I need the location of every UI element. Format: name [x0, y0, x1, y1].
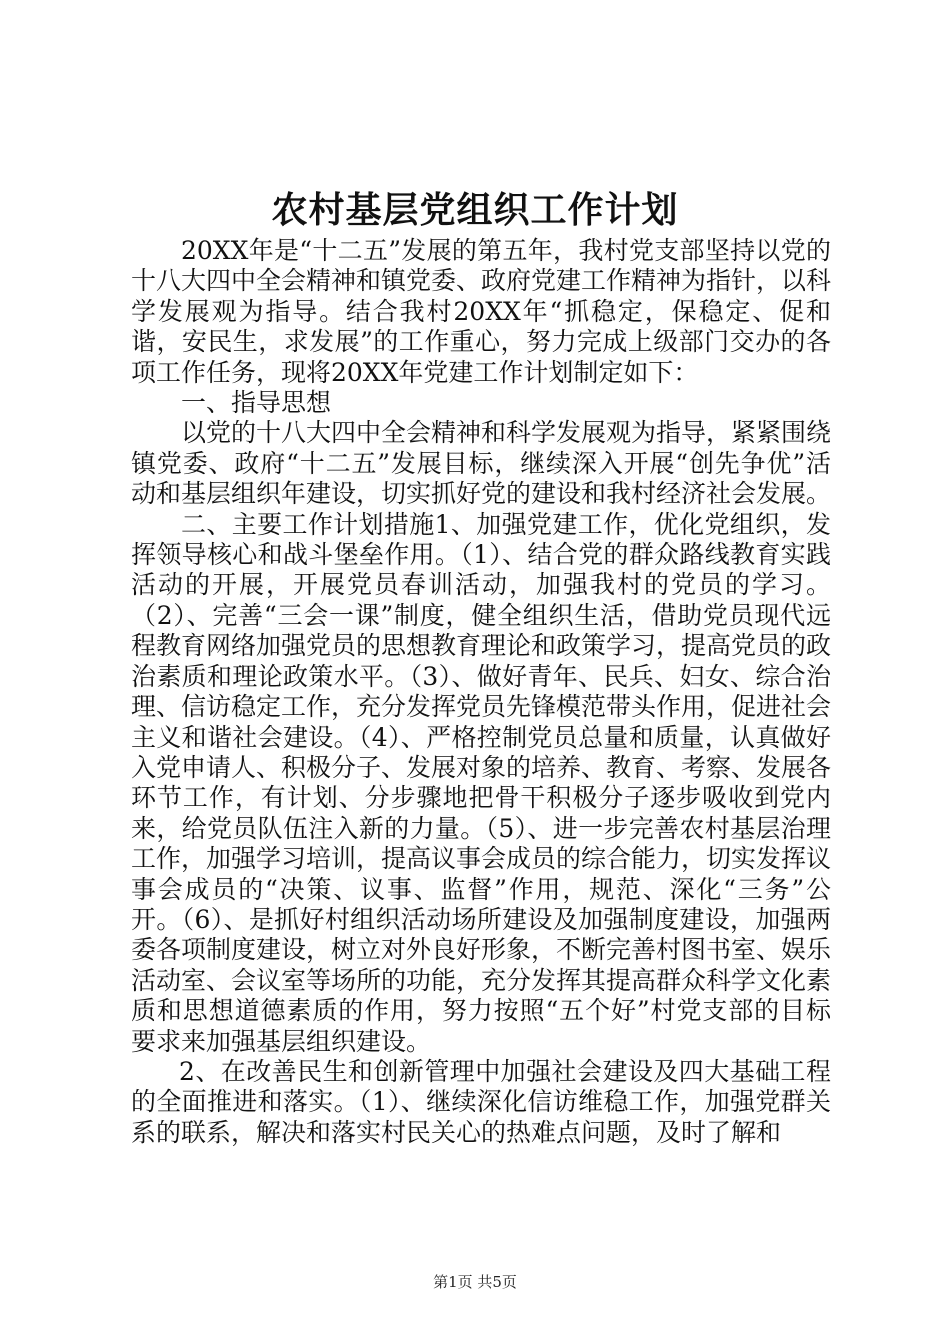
- document-title: 农村基层党组织工作计划: [271, 189, 679, 231]
- guiding-ideology-paragraph: 以党的十八大四中全会精神和科学发展观为指导，紧紧围绕镇党委、政府“十二五”发展目标，继续深入开展“创先争优”活动和基层组织年建设，切实抓好党的建设和我村经济社会发展。: [131, 418, 832, 509]
- intro-paragraph: 20XX年是“十二五”发展的第五年，我村党支部坚持以党的十八大四中全会精神和镇党委、政府党建工作精神为指针，以科学发展观为指导。结合我村20XX年“抓稳定，保稳定、促和谐，安民生，求发展”的工作重心，努力完成上级部门交办的各项工作任务，现将20XX年党建工作计划制定如下：: [131, 236, 832, 387]
- main-measures-paragraph: 二、主要工作计划措施1、加强党建工作，优化党组织，发挥领导核心和战斗堡垒作用。（1）、结合党的群众路线教育实践活动的开展，开展党员春训活动，加强我村的党员的学习。（2）、完善“三会一课”制度，健全组织生活，借助党员现代远程教育网络加强党员的思想教育理论和政策学习，提高党员的政治素质和理论政策水平。（3）、做好青年、民兵、妇女、综合治理、信访稳定工作，充分发挥党员先锋模范带头作用，促进社会主义和谐社会建设。（4）、严格控制党员总量和质量，认真做好入党申请人、积极分子、发展对象的培养、教育、考察、发展各环节工作，有计划、分步骤地把骨干积极分子逐步吸收到党内来，给党员队伍注入新的力量。（5）、进一步完善农村基层治理工作，加强学习培训，提高议事会成员的综合能力，切实发挥议事会成员的“决策、议事、监督”作用，规范、深化“三务”公开。（6）、是抓好村组织活动场所建设及加强制度建设，加强两委各项制度建设，树立对外良好形象，不断完善村图书室、娱乐活动室、会议室等场所的功能，充分发挥其提高群众科学文化素质和思想道德素质的作用，努力按照“五个好”村党支部的目标要求来加强基层组织建设。: [131, 509, 832, 1056]
- page-footer: 第1页 共5页: [433, 1273, 517, 1291]
- document-body: [131, 236, 831, 1148]
- social-construction-paragraph: 2、在改善民生和创新管理中加强社会建设及四大基础工程的全面推进和落实。（1）、继续深化信访维稳工作，加强党群关系的联系，解决和落实村民关心的热难点问题，及时了解和: [131, 1056, 831, 1147]
- section-heading-guiding-ideology: 一、指导思想: [181, 388, 332, 418]
